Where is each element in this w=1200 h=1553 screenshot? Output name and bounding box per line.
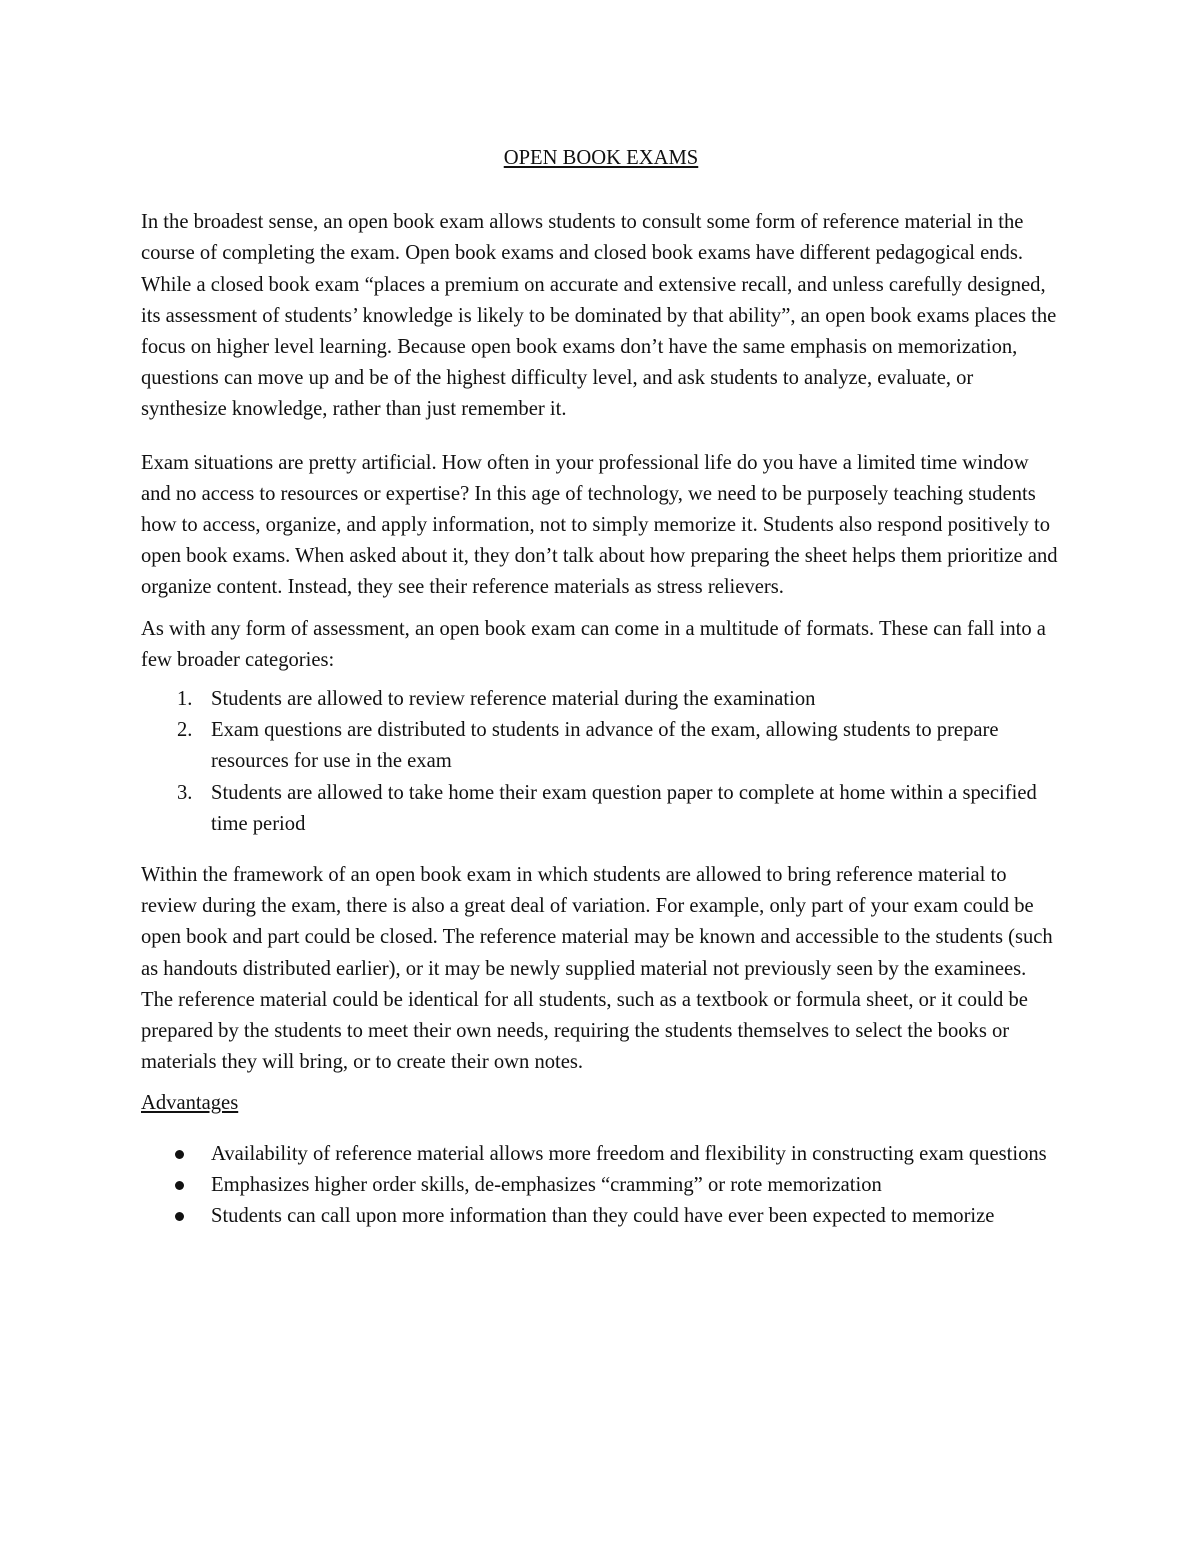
list-item-text: Students are allowed to review reference material during the examination: [211, 688, 816, 711]
list-item-text: Students are allowed to take home their exam question paper to complete at home within a specified time period: [211, 781, 1037, 835]
bullet-icon: [175, 1212, 184, 1221]
list-item: [141, 778, 1061, 840]
list-item-text: Emphasizes higher order skills, de-emphasizes “cramming” or rote memorization: [211, 1173, 882, 1196]
list-item-text: Exam questions are distributed to students in advance of the exam, allowing students to prepare resources for use in the exam: [211, 719, 999, 773]
list-item: [141, 715, 1061, 777]
advantages-heading: Advantages: [141, 1092, 239, 1115]
bullet-icon: [175, 1150, 184, 1159]
list-item-text: Availability of reference material allows more freedom and flexibility in constructing exam questions: [211, 1142, 1047, 1165]
list-item-text: Students can call upon more information than they could have ever been expected to memorize: [211, 1205, 995, 1228]
list-number: 2.: [177, 719, 193, 742]
categories-list: [141, 684, 1061, 840]
document-page: [141, 143, 1061, 1232]
paragraph-framework: Within the framework of an open book exam in which students are allowed to bring reference material to review during the exam, there is also a great deal of variation. For example, only part of your exam could be open book and part could be closed. The reference material may be known and accessible to the students (such as handouts distributed earlier), or it may be newly supplied material not previously seen by the examinees. The reference material could be identical for all students, such as a textbook or formula sheet, or it could be prepared by the students to meet their own needs, requiring the students themselves to select the books or materials they will bring, or to create their own notes.: [141, 864, 1053, 1074]
list-item: [141, 1139, 1061, 1170]
list-item: [141, 1201, 1061, 1232]
advantages-list: [141, 1139, 1061, 1233]
paragraph-exam-situations: Exam situations are pretty artificial. How often in your professional life do you have a limited time window and no access to resources or expertise? In this age of technology, we need to be purposely teaching students how to access, organize, and apply information, not to simply memorize it. Students also respond positively to open book exams. When asked about it, they don’t talk about how preparing the sheet helps them prioritize and organize content. Instead, they see their reference materials as stress relievers.: [141, 451, 1058, 599]
list-item: [141, 684, 1061, 715]
paragraph-intro: In the broadest sense, an open book exam allows students to consult some form of reference material in the course of completing the exam. Open book exams and closed book exams have different pedagogical ends. While a closed book exam “places a premium on accurate and extensive recall, and unless carefully designed, its assessment of students’ knowledge is likely to be dominated by that ability”, an open book exams places the focus on higher level learning. Because open book exams don’t have the same emphasis on memorization, questions can move up and be of the highest difficulty level, and ask students to analyze, evaluate, or synthesize knowledge, rather than just remember it.: [141, 211, 1057, 421]
paragraph-formats: As with any form of assessment, an open book exam can come in a multitude of formats. These can fall into a few broader categories:: [141, 617, 1046, 671]
list-item: [141, 1170, 1061, 1201]
bullet-icon: [175, 1181, 184, 1190]
list-number: 1.: [177, 688, 193, 711]
list-number: 3.: [177, 781, 193, 804]
document-title: OPEN BOOK EXAMS: [503, 147, 699, 169]
